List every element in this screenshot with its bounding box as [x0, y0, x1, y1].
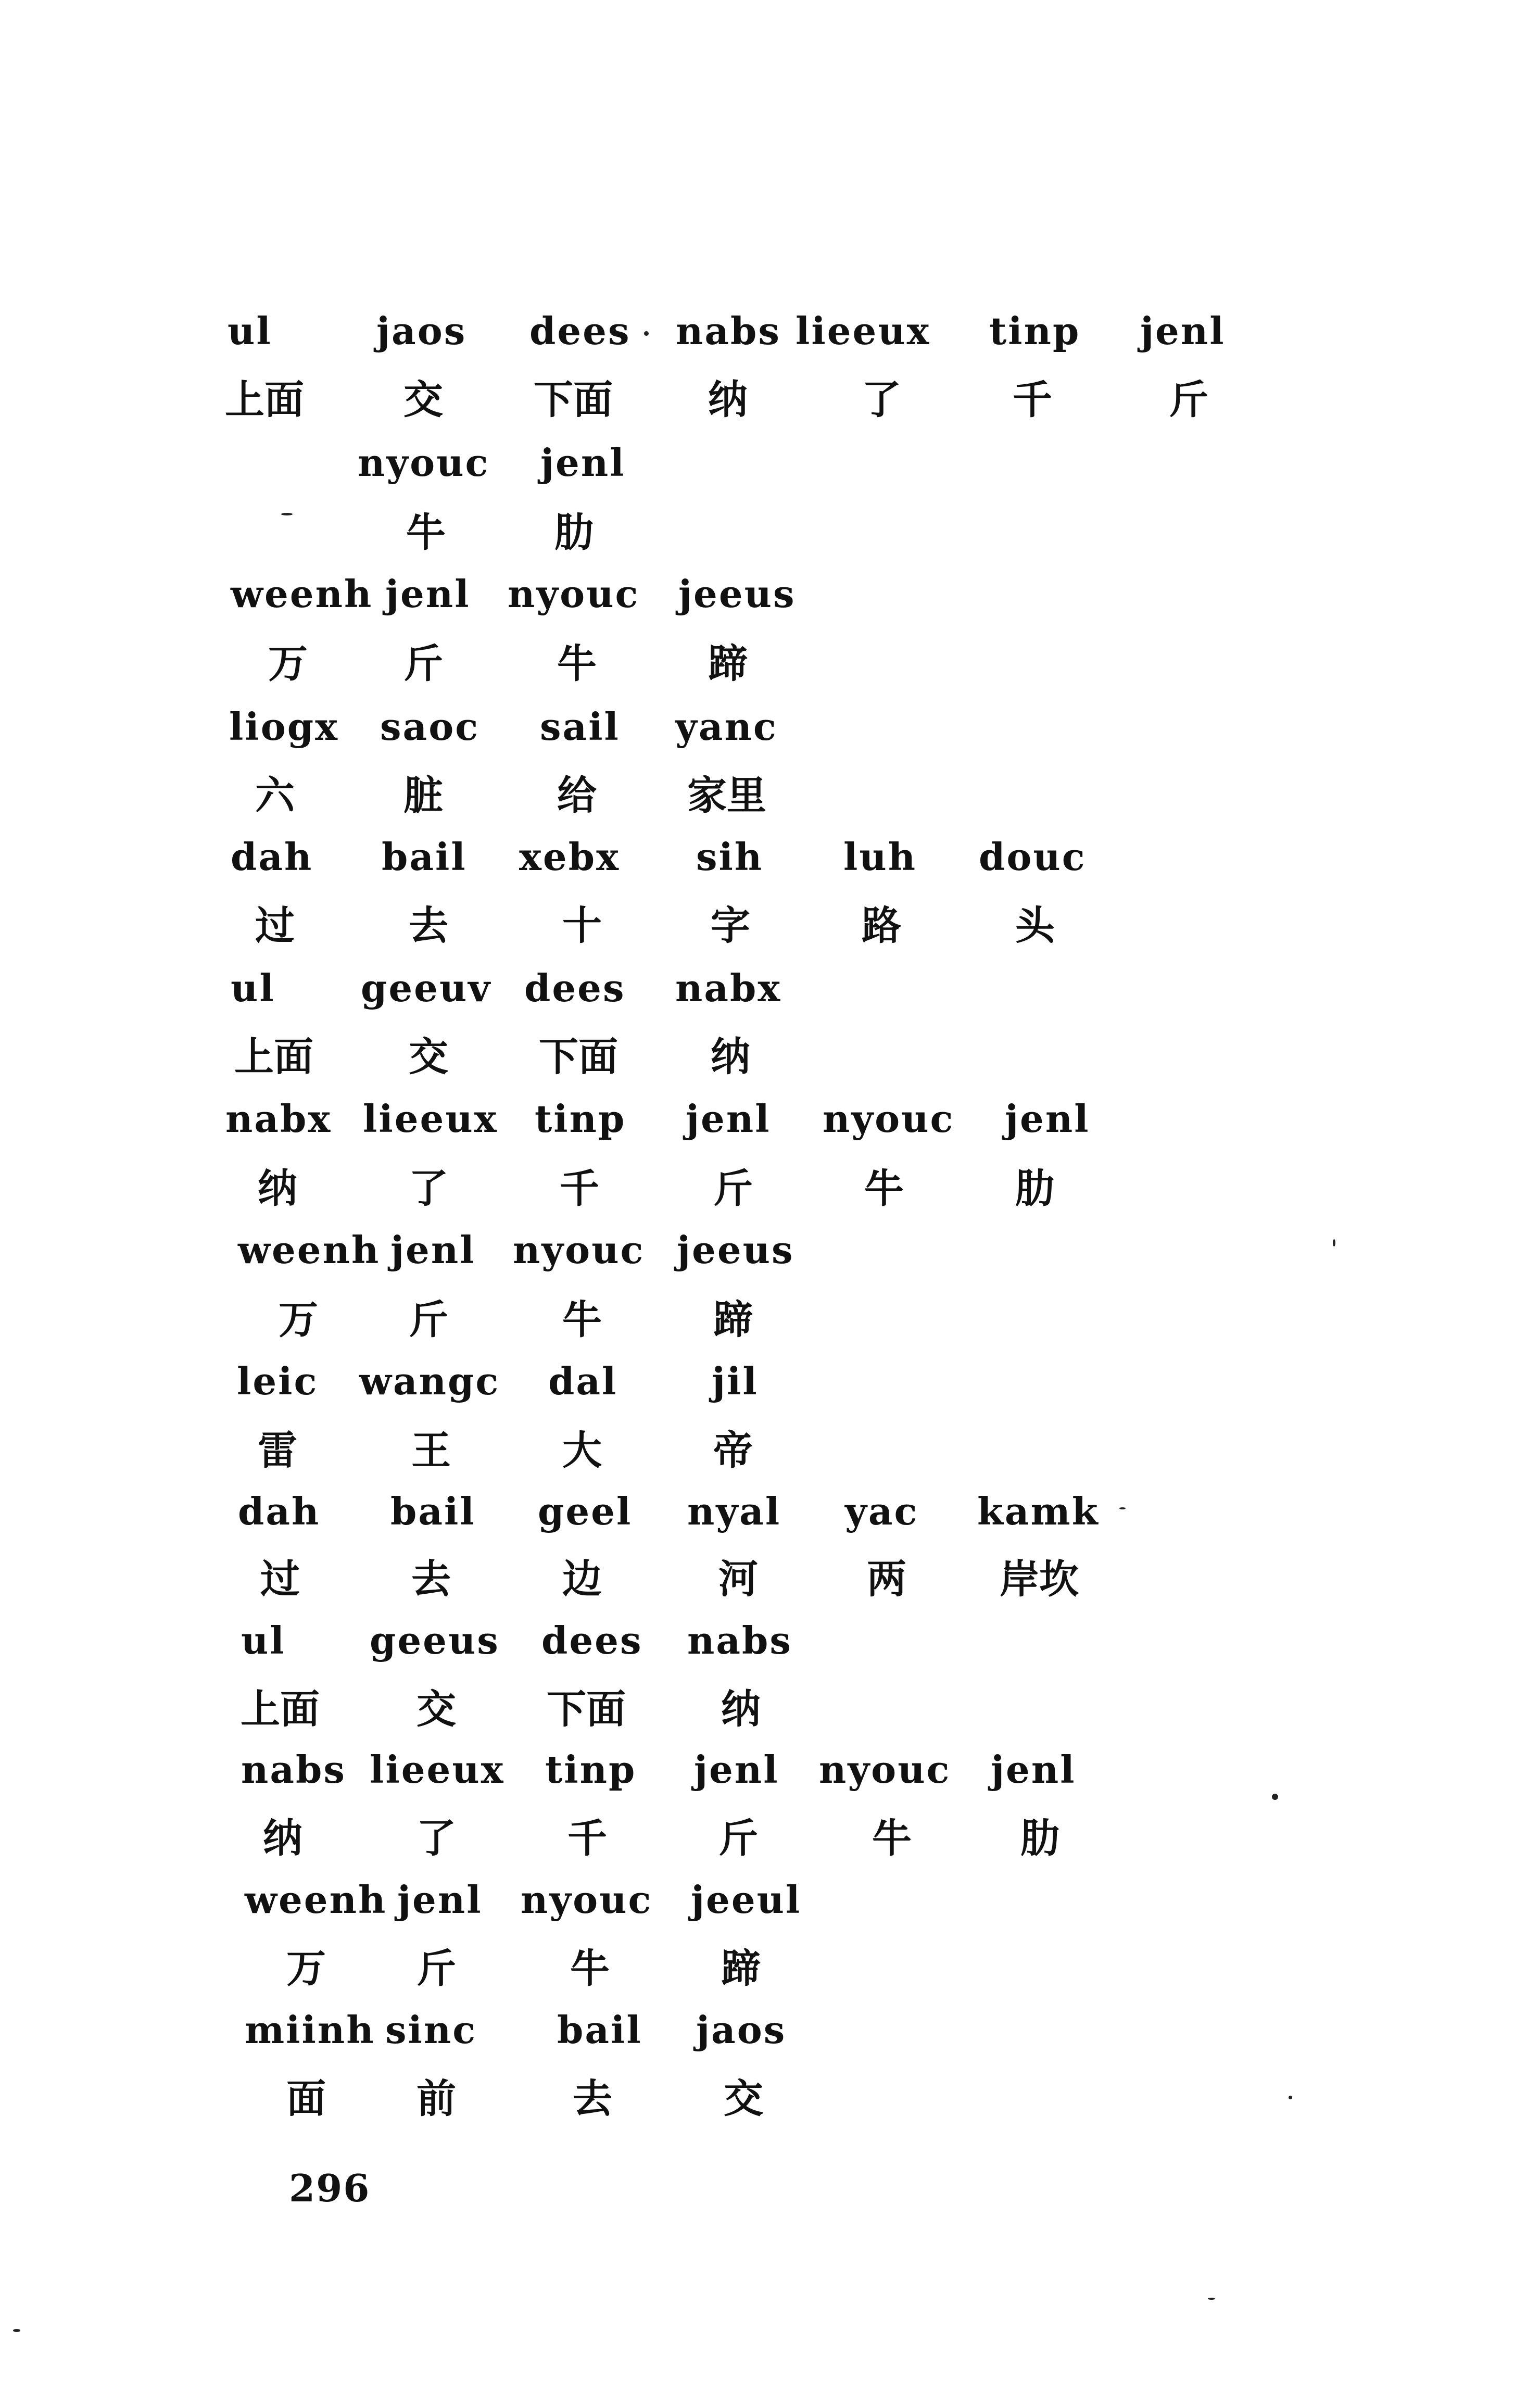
gloss: 了 — [862, 376, 901, 423]
text-line-chinese — [0, 2075, 1540, 2141]
gloss: 纳 — [711, 1034, 750, 1080]
gloss: 过 — [255, 902, 295, 949]
word: yanc — [675, 704, 778, 749]
word: sinc — [385, 2008, 477, 2052]
word: jenl — [991, 1747, 1076, 1792]
gloss: 下面 — [547, 1686, 626, 1732]
word: dal — [548, 1359, 618, 1403]
gloss: 了 — [409, 1165, 448, 1212]
text-line-chinese — [0, 772, 1540, 838]
gloss: 十 — [562, 902, 602, 949]
word: geeuv — [361, 966, 492, 1010]
gloss: 去 — [409, 902, 448, 949]
gloss: 万 — [286, 1945, 326, 1992]
gloss: 蹄 — [721, 1945, 761, 1992]
gloss: 面 — [286, 2075, 326, 2122]
word: xebx — [519, 835, 621, 879]
word: wangc — [359, 1359, 500, 1403]
gloss: 万 — [268, 640, 308, 687]
gloss: 斤 — [403, 640, 443, 687]
gloss: 万 — [279, 1296, 318, 1343]
text-line-romanized — [0, 1618, 1540, 1684]
word: nyouc — [358, 440, 490, 485]
text-line-romanized — [0, 2008, 1540, 2074]
gloss: 上面 — [234, 1034, 313, 1080]
text-line-chinese — [0, 640, 1540, 707]
gloss: 斤 — [409, 1296, 448, 1343]
word: geeus — [370, 1618, 500, 1662]
word: bail — [382, 835, 467, 879]
word: jaos — [696, 2008, 787, 2052]
text-line-romanized — [0, 966, 1540, 1032]
word: lieeux — [796, 309, 931, 353]
word: nabs — [676, 309, 781, 353]
gloss: 脏 — [403, 772, 443, 818]
text-line-chinese — [0, 1815, 1540, 1881]
word: ul — [228, 309, 272, 353]
gloss: 交 — [409, 1034, 448, 1080]
word: jeeus — [677, 1228, 794, 1272]
text-line-romanized — [0, 1489, 1540, 1555]
gloss: 王 — [411, 1427, 451, 1473]
gloss: 头 — [1015, 902, 1055, 949]
gloss: 岸坎 — [1000, 1556, 1079, 1602]
text-line-romanized — [0, 440, 1540, 507]
gloss: 牛 — [406, 509, 446, 556]
gloss: 肋 — [554, 509, 594, 556]
gloss: 六 — [255, 772, 295, 818]
gloss: 交 — [403, 376, 443, 423]
scan-speck — [644, 331, 649, 336]
gloss: 帝 — [713, 1427, 753, 1473]
text-line-romanized — [0, 704, 1540, 771]
word: weenh — [245, 1878, 387, 1922]
gloss: 纳 — [258, 1165, 297, 1212]
word: tinp — [545, 1747, 637, 1792]
gloss: 边 — [562, 1556, 602, 1602]
gloss: 斤 — [416, 1945, 456, 1992]
word: tinp — [989, 309, 1081, 353]
scan-speck — [1333, 1239, 1335, 1246]
gloss: 路 — [862, 902, 901, 949]
gloss: 家里 — [687, 772, 766, 818]
word: miinh — [245, 2008, 375, 2052]
gloss: 斤 — [1169, 376, 1208, 423]
text-line-romanized — [0, 572, 1540, 638]
scan-speck — [1272, 1794, 1278, 1800]
word: ul — [231, 966, 275, 1010]
gloss: 纳 — [721, 1686, 761, 1732]
gloss: 肋 — [1020, 1815, 1060, 1861]
word: jenl — [1140, 309, 1226, 353]
gloss: 下面 — [539, 1034, 618, 1080]
word: dah — [231, 835, 313, 879]
scan-speck — [281, 513, 293, 515]
gloss: 前 — [416, 2075, 456, 2122]
gloss: 斤 — [718, 1815, 758, 1861]
text-line-chinese — [0, 376, 1540, 443]
text-line-romanized — [0, 1097, 1540, 1163]
word: nabs — [687, 1618, 792, 1662]
gloss: 雷 — [258, 1427, 297, 1473]
word: lieeux — [370, 1747, 505, 1792]
word: lieeux — [363, 1097, 498, 1141]
text-line-romanized — [0, 1878, 1540, 1944]
page-number: 296 — [289, 2166, 371, 2210]
word: nyouc — [823, 1097, 955, 1141]
text-line-chinese — [0, 1427, 1540, 1493]
word: jenl — [385, 572, 471, 616]
word: yac — [845, 1489, 919, 1533]
text-line-chinese — [0, 1556, 1540, 1622]
scan-speck — [1119, 1507, 1126, 1509]
word: ul — [241, 1618, 286, 1662]
gloss: 去 — [411, 1556, 451, 1602]
gloss: 牛 — [570, 1945, 610, 1992]
text-line-chinese — [0, 1296, 1540, 1363]
gloss: 千 — [567, 1815, 607, 1861]
gloss: 牛 — [864, 1165, 904, 1212]
word: jenl — [390, 1228, 476, 1272]
word: nabs — [241, 1747, 346, 1792]
text-line-chinese — [0, 509, 1540, 575]
gloss: 肋 — [1015, 1165, 1055, 1212]
gloss: 两 — [867, 1556, 906, 1602]
word: nyouc — [513, 1228, 645, 1272]
gloss: 交 — [724, 2075, 763, 2122]
text-line-romanized — [0, 1359, 1540, 1425]
gloss: 蹄 — [708, 640, 748, 687]
gloss: 牛 — [872, 1815, 912, 1861]
scan-speck — [1289, 2096, 1292, 2099]
gloss: 纳 — [263, 1815, 302, 1861]
gloss: 上面 — [241, 1686, 320, 1732]
gloss: 过 — [260, 1556, 300, 1602]
word: jenl — [1005, 1097, 1090, 1141]
gloss: 蹄 — [713, 1296, 753, 1343]
word: leic — [237, 1359, 319, 1403]
word: jil — [712, 1359, 759, 1403]
word: bail — [390, 1489, 476, 1533]
word: liogx — [229, 704, 339, 749]
word: nyal — [687, 1489, 781, 1533]
gloss: 千 — [1013, 376, 1052, 423]
gloss: 纳 — [708, 376, 748, 423]
word: nyouc — [508, 572, 640, 616]
gloss: 交 — [416, 1686, 456, 1732]
word: jenl — [694, 1747, 779, 1792]
word: bail — [557, 2008, 642, 2052]
gloss: 牛 — [562, 1296, 602, 1343]
scan-speck — [1208, 2298, 1215, 2300]
gloss: 上面 — [225, 376, 304, 423]
word: nyouc — [819, 1747, 951, 1792]
text-line-chinese — [0, 1034, 1540, 1100]
word: dees — [529, 309, 631, 353]
word: jeeus — [678, 572, 796, 616]
word: kamk — [977, 1489, 1100, 1533]
word: sail — [540, 704, 620, 749]
word: jenl — [686, 1097, 771, 1141]
text-line-romanized — [0, 309, 1540, 375]
text-line-chinese — [0, 902, 1540, 968]
gloss: 下面 — [534, 376, 613, 423]
word: geel — [538, 1489, 633, 1533]
word: dees — [541, 1618, 643, 1662]
word: weenh — [238, 1228, 381, 1272]
word: jaos — [376, 309, 467, 353]
gloss: 去 — [573, 2075, 612, 2122]
word: luh — [843, 835, 917, 879]
gloss: 河 — [718, 1556, 758, 1602]
word: jenl — [540, 440, 626, 485]
gloss: 斤 — [713, 1165, 753, 1212]
gloss: 千 — [560, 1165, 599, 1212]
gloss: 牛 — [557, 640, 597, 687]
text-line-chinese — [0, 1686, 1540, 1752]
word: dees — [524, 966, 626, 1010]
word: nyouc — [521, 1878, 653, 1922]
word: jenl — [397, 1878, 483, 1922]
text-line-chinese — [0, 1945, 1540, 2011]
word: dah — [238, 1489, 321, 1533]
text-line-romanized — [0, 1228, 1540, 1294]
text-line-chinese — [0, 1165, 1540, 1231]
word: sih — [696, 835, 764, 879]
word: douc — [979, 835, 1087, 879]
word: nabx — [675, 966, 782, 1010]
word: nabx — [225, 1097, 332, 1141]
gloss: 给 — [557, 772, 597, 818]
word: saoc — [380, 704, 480, 749]
scan-speck — [13, 2329, 20, 2332]
gloss: 字 — [711, 902, 750, 949]
text-line-romanized — [0, 1747, 1540, 1813]
gloss: 大 — [562, 1427, 602, 1473]
word: jeeul — [691, 1878, 802, 1922]
word: weenh — [231, 572, 373, 616]
text-line-romanized — [0, 835, 1540, 901]
word: tinp — [535, 1097, 626, 1141]
gloss: 了 — [416, 1815, 456, 1861]
